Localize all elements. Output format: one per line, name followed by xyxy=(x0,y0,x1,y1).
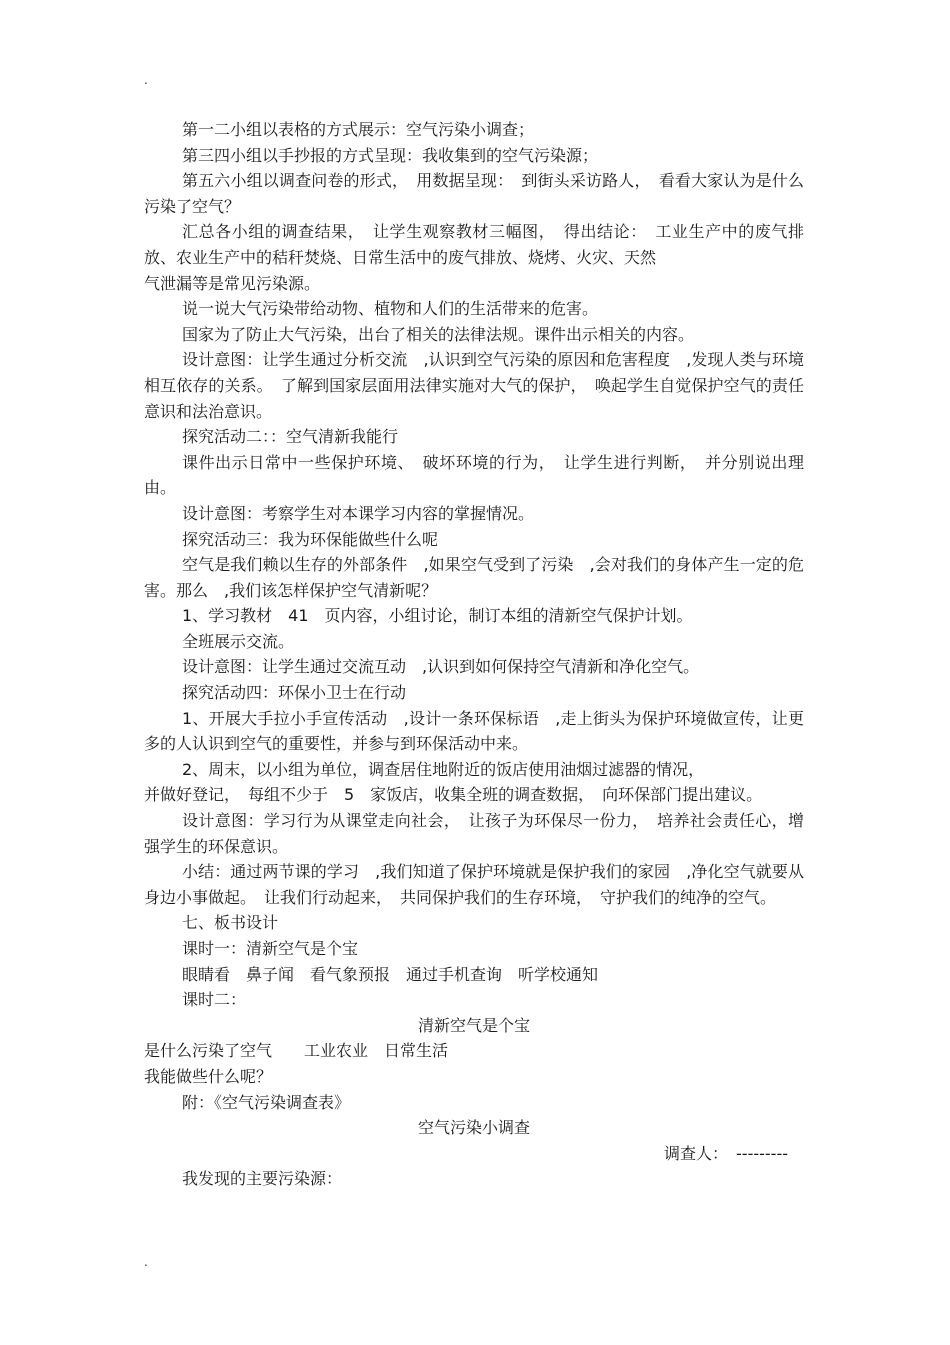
paragraph-harm: 说一说大气污染带给动物、植物和人们的生活带来的危害。 xyxy=(182,299,599,319)
paragraph-study-textbook: 1、学习教材 41 页内容，小组讨论，制订本组的清新空气保护计划。 xyxy=(182,606,693,626)
document-body xyxy=(144,117,804,1192)
board-lesson-1-items: 眼睛看 鼻子闻 看气象预报 通过手机查询 听学校通知 xyxy=(182,964,599,984)
heading-activity-3: 探究活动三：我为环保能做些什么呢 xyxy=(182,529,439,549)
paragraph-activity-4-item-2: 2、周末，以小组为单位，调查居住地附近的饭店使用油烟过滤器的情况， xyxy=(182,759,705,779)
paragraph-activity-2: 课件出示日常中一些保护环境、 破坏环境的行为， 让学生进行判断， 并分别说出理由。 xyxy=(144,452,804,498)
paragraph-group56: 第五六小组以调查问卷的形式， 用数据呈现： 到街头采访路人， 看看大家认为是什么污染了空气？ xyxy=(144,171,804,216)
board-title: 清新空气是个宝 xyxy=(417,1015,530,1035)
paragraph-class-share: 全班展示交流。 xyxy=(182,631,295,651)
surveyor-field: 调查人： --------- xyxy=(664,1143,788,1163)
board-line-action: 我能做些什么呢？ xyxy=(144,1066,273,1086)
paragraph-design-intent-2: 设计意图：考察学生对本课学习内容的掌握情况。 xyxy=(182,503,535,523)
paragraph-activity-4-item-2-cont: 并做好登记， 每组不少于 5 家饭店，收集全班的调查数据， 向环保部门提出建议。 xyxy=(144,785,763,805)
heading-board-design: 七、板书设计 xyxy=(182,913,279,933)
paragraph-law: 国家为了防止大气污染，出台了相关的法律法规。课件出示相关的内容。 xyxy=(182,324,695,344)
survey-pollution-source: 我发现的主要污染源： xyxy=(182,1169,343,1189)
paragraph-summary-cont: 气泄漏等是常见污染源。 xyxy=(144,273,321,293)
page-top-mark: . xyxy=(144,73,148,87)
paragraph-design-intent-1: 设计意图：让学生通过分析交流 ,认识到空气污染的原因和危害程度 ,发现人类与环境相互依存的关系。 了解到国家层面用法律实施对大气的保护， 唤起学生自觉保护空气的责任意识和法治意识。 xyxy=(144,350,804,421)
page-bottom-mark: . xyxy=(144,1255,148,1269)
paragraph-summary: 汇总各小组的调查结果， 让学生观察教材三幅图， 得出结论： 工业生产中的废气排放、农业生产中的秸秆焚烧、日常生活中的废气排放、烧烤、火灾、天然 xyxy=(144,222,804,267)
heading-activity-2: 探究活动二：：空气清新我能行 xyxy=(182,427,399,447)
paragraph-group34: 第三四小组以手抄报的方式呈现：我收集到的空气污染源； xyxy=(182,145,599,165)
paragraph-group12: 第一二小组以表格的方式展示：空气污染小调查； xyxy=(182,120,535,139)
paragraph-design-intent-4: 设计意图：学习行为从课堂走向社会， 让孩子为环保尽一份力， 培养社会责任心，增强学生的环保意识。 xyxy=(144,811,804,856)
paragraph-activity-4-item-1: 1、开展大手拉小手宣传活动 ,设计一条环保标语 ,走上街头为保护环境做宣传，让更多的人认识到空气的重要性，并参与到环保活动中来。 xyxy=(144,708,804,754)
board-line-pollution: 是什么污染了空气 工业农业 日常生活 xyxy=(144,1041,449,1061)
appendix-title: 附：《空气污染调查表》 xyxy=(182,1092,351,1112)
paragraph-conclusion: 小结：通过两节课的学习 ,我们知道了保护环境就是保护我们的家园 ,净化空气就要从身边小事做起。 让我们行动起来， 共同保护我们的生存环境， 守护我们的纯净的空气。 xyxy=(144,862,804,907)
board-lesson-2: 课时二： xyxy=(182,990,247,1010)
paragraph-design-intent-3: 设计意图：让学生通过交流互动 ,认识到如何保持空气清新和净化空气。 xyxy=(182,657,700,677)
heading-activity-4: 探究活动四：环保小卫士在行动 xyxy=(182,683,407,703)
board-lesson-1: 课时一：清新空气是个宝 xyxy=(182,939,359,958)
paragraph-activity-3: 空气是我们赖以生存的外部条件 ,如果空气受到了污染 ,会对我们的身体产生一定的危害。那么 ,我们该怎样保护空气清新呢？ xyxy=(144,555,804,600)
survey-title: 空气污染小调查 xyxy=(417,1118,530,1138)
